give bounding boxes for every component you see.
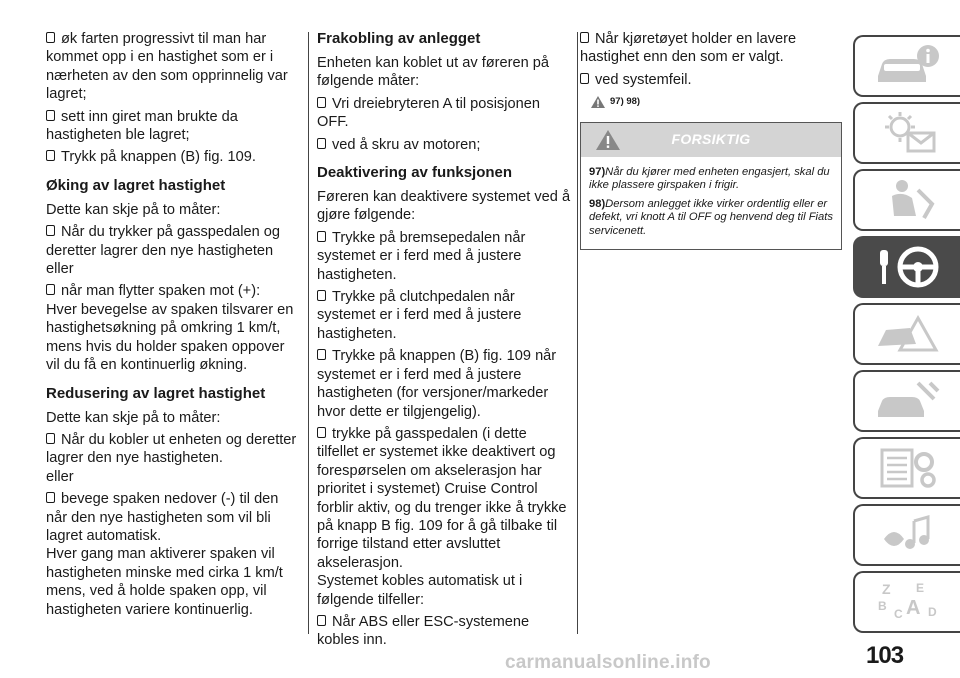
bullet-icon bbox=[317, 427, 326, 438]
bullet-icon bbox=[580, 73, 589, 84]
column-divider bbox=[577, 32, 578, 634]
tab-emergency[interactable] bbox=[853, 303, 960, 365]
warning-references: 97) 98) bbox=[590, 93, 842, 111]
svg-text:D: D bbox=[927, 605, 937, 619]
paragraph: Systemet kobles automatisk ut i følgende tilfeller: bbox=[317, 573, 523, 608]
car-info-icon bbox=[872, 42, 944, 90]
list-item: sett inn giret man brukte da hastigheten ble lagret; bbox=[46, 108, 238, 144]
caution-header bbox=[581, 123, 841, 157]
caution-item: 97)Når du kjører med enheten engasjert, skal du ikke plassere girspaken i frigir. bbox=[589, 165, 830, 192]
tab-warning-lights[interactable] bbox=[853, 102, 960, 164]
list-item: Vri dreiebryteren A til posisjonen OFF. bbox=[317, 95, 540, 131]
bullet-icon bbox=[317, 615, 326, 626]
heading-disconnect: Frakobling av anlegget bbox=[317, 30, 481, 47]
column-divider bbox=[308, 32, 309, 634]
svg-text:C: C bbox=[893, 607, 903, 621]
paragraph: Føreren kan deaktivere systemet ved å gjøre følgende: bbox=[317, 189, 571, 224]
page-number: 103 bbox=[866, 642, 904, 669]
list-item: ved å skru av motoren; bbox=[317, 136, 571, 154]
bullet-icon bbox=[46, 110, 55, 121]
column-3 bbox=[580, 30, 842, 250]
bullet-icon bbox=[317, 290, 326, 301]
list-item: Når du kobler ut enheten og deretter lagrer den nye hastigheten. bbox=[46, 431, 297, 467]
list-item: Trykke på clutchpedalen når systemet er i ferd med å justere hastigheten. bbox=[317, 289, 522, 342]
svg-text:A: A bbox=[905, 597, 920, 619]
list-item: Trykke på knappen (B) fig. 109 når systemet er i ferd med å justere hastigheten (for versjoner/markeder hvor dette er tilgjengelig). bbox=[317, 348, 557, 420]
column-2 bbox=[317, 30, 571, 654]
heading-increase-speed: Øking av lagret hastighet bbox=[46, 176, 226, 194]
list-item: når man flytter spaken mot (+): bbox=[46, 282, 300, 300]
bullet-icon bbox=[317, 349, 326, 360]
list-item: bevege spaken nedover (-) til den når den nye hastigheten som vil bli lagret automatisk. bbox=[46, 491, 279, 544]
tab-multimedia[interactable] bbox=[853, 504, 960, 566]
tab-safety[interactable] bbox=[853, 169, 960, 231]
tab-car-info[interactable] bbox=[853, 35, 960, 97]
list-item: Når du trykker på gasspedalen og deretter lagrer den nye hastigheten bbox=[46, 224, 281, 259]
paragraph: Dette kan skje på to måter: bbox=[46, 409, 221, 426]
caution-item: 98)Dersom anlegget ikke virker ordentlig eller er defekt, vri knott A til OFF og henvend deg til Fiats servicenett. bbox=[589, 197, 833, 237]
paragraph: Dette kan skje på to måter: bbox=[46, 201, 221, 218]
bullet-icon bbox=[317, 231, 326, 242]
svg-text:Z: Z bbox=[881, 581, 891, 597]
paragraph: eller bbox=[46, 261, 74, 278]
list-item: Når kjøretøyet holder en lavere hastighet enn den som er valgt. bbox=[580, 31, 797, 66]
list-item: Når ABS eller ESC-systemene kobles inn. bbox=[317, 613, 530, 649]
technical-data-icon bbox=[872, 444, 944, 492]
multimedia-icon bbox=[872, 511, 944, 559]
list-item: øk farten progressivt til man har kommet opp i en hastighet som er i nærheten av den som opprinnelig var lagret; bbox=[46, 31, 288, 103]
watermark: carmanualsonline.info bbox=[505, 652, 711, 673]
accident-emergency-icon bbox=[872, 310, 944, 358]
key-steering-wheel-icon bbox=[868, 242, 948, 292]
column-1 bbox=[46, 30, 300, 623]
warning-triangle-icon bbox=[595, 129, 621, 151]
paragraph: Hver gang man aktiverer spaken vil hastigheten minske med cirka 1 km/t mens, ved å holde spaken opp, vil hastigheten variere kontinuerlig. bbox=[46, 546, 283, 618]
chapter-tabs bbox=[853, 35, 960, 638]
paragraph: Enheten kan koblet ut av føreren på følgende måter: bbox=[317, 55, 550, 90]
warning-lights-icon bbox=[872, 109, 944, 157]
list-item: ved systemfeil. bbox=[580, 71, 842, 89]
bullet-icon bbox=[46, 150, 55, 161]
caution-title: FORSIKTIG bbox=[671, 131, 751, 148]
list-item: trykke på gasspedalen (i dette tilfellet er systemet ikke deaktivert og forespørselen om akselerasjon har prioritet i systemet) Cruise Control forblir aktiv, og du trenger ikke å trykke på knapp B fig. 109 for å gå tilbake til forrige tilstand etter avsluttet akselerasjon. bbox=[317, 425, 567, 571]
bullet-icon bbox=[46, 492, 55, 503]
tab-index[interactable] bbox=[853, 571, 960, 633]
warning-triangle-icon bbox=[590, 95, 606, 109]
heading-reduce-speed: Redusering av lagret hastighet bbox=[46, 384, 266, 402]
bullet-icon bbox=[317, 97, 326, 108]
car-maintenance-icon bbox=[872, 377, 944, 425]
list-item: Trykke på bremsepedalen når systemet er i ferd med å justere hastigheten. bbox=[317, 229, 526, 283]
caution-body bbox=[581, 157, 841, 249]
svg-text:B: B bbox=[877, 599, 887, 613]
tab-maintenance[interactable] bbox=[853, 370, 960, 432]
svg-text:E: E bbox=[915, 581, 924, 595]
bullet-icon bbox=[46, 433, 55, 444]
caution-box bbox=[580, 122, 842, 250]
alphabetical-index-icon bbox=[872, 578, 944, 626]
bullet-icon bbox=[46, 225, 55, 236]
paragraph: Hver bevegelse av spaken tilsvarer en hastighetsøkning på omkring 1 km/t, mens hvis du holder spaken oppover vil du få en kontinuerlig økning. bbox=[46, 301, 294, 374]
bullet-icon bbox=[580, 32, 589, 43]
bullet-icon bbox=[46, 32, 55, 43]
bullet-icon bbox=[46, 284, 55, 295]
bullet-icon bbox=[317, 138, 326, 149]
tab-technical-data[interactable] bbox=[853, 437, 960, 499]
list-item: Trykk på knappen (B) fig. 109. bbox=[46, 148, 300, 166]
seat-safety-icon bbox=[872, 176, 944, 224]
paragraph: eller bbox=[46, 468, 74, 485]
tab-starting-driving[interactable] bbox=[853, 236, 960, 298]
heading-deactivation: Deaktivering av funksjonen bbox=[317, 164, 513, 182]
